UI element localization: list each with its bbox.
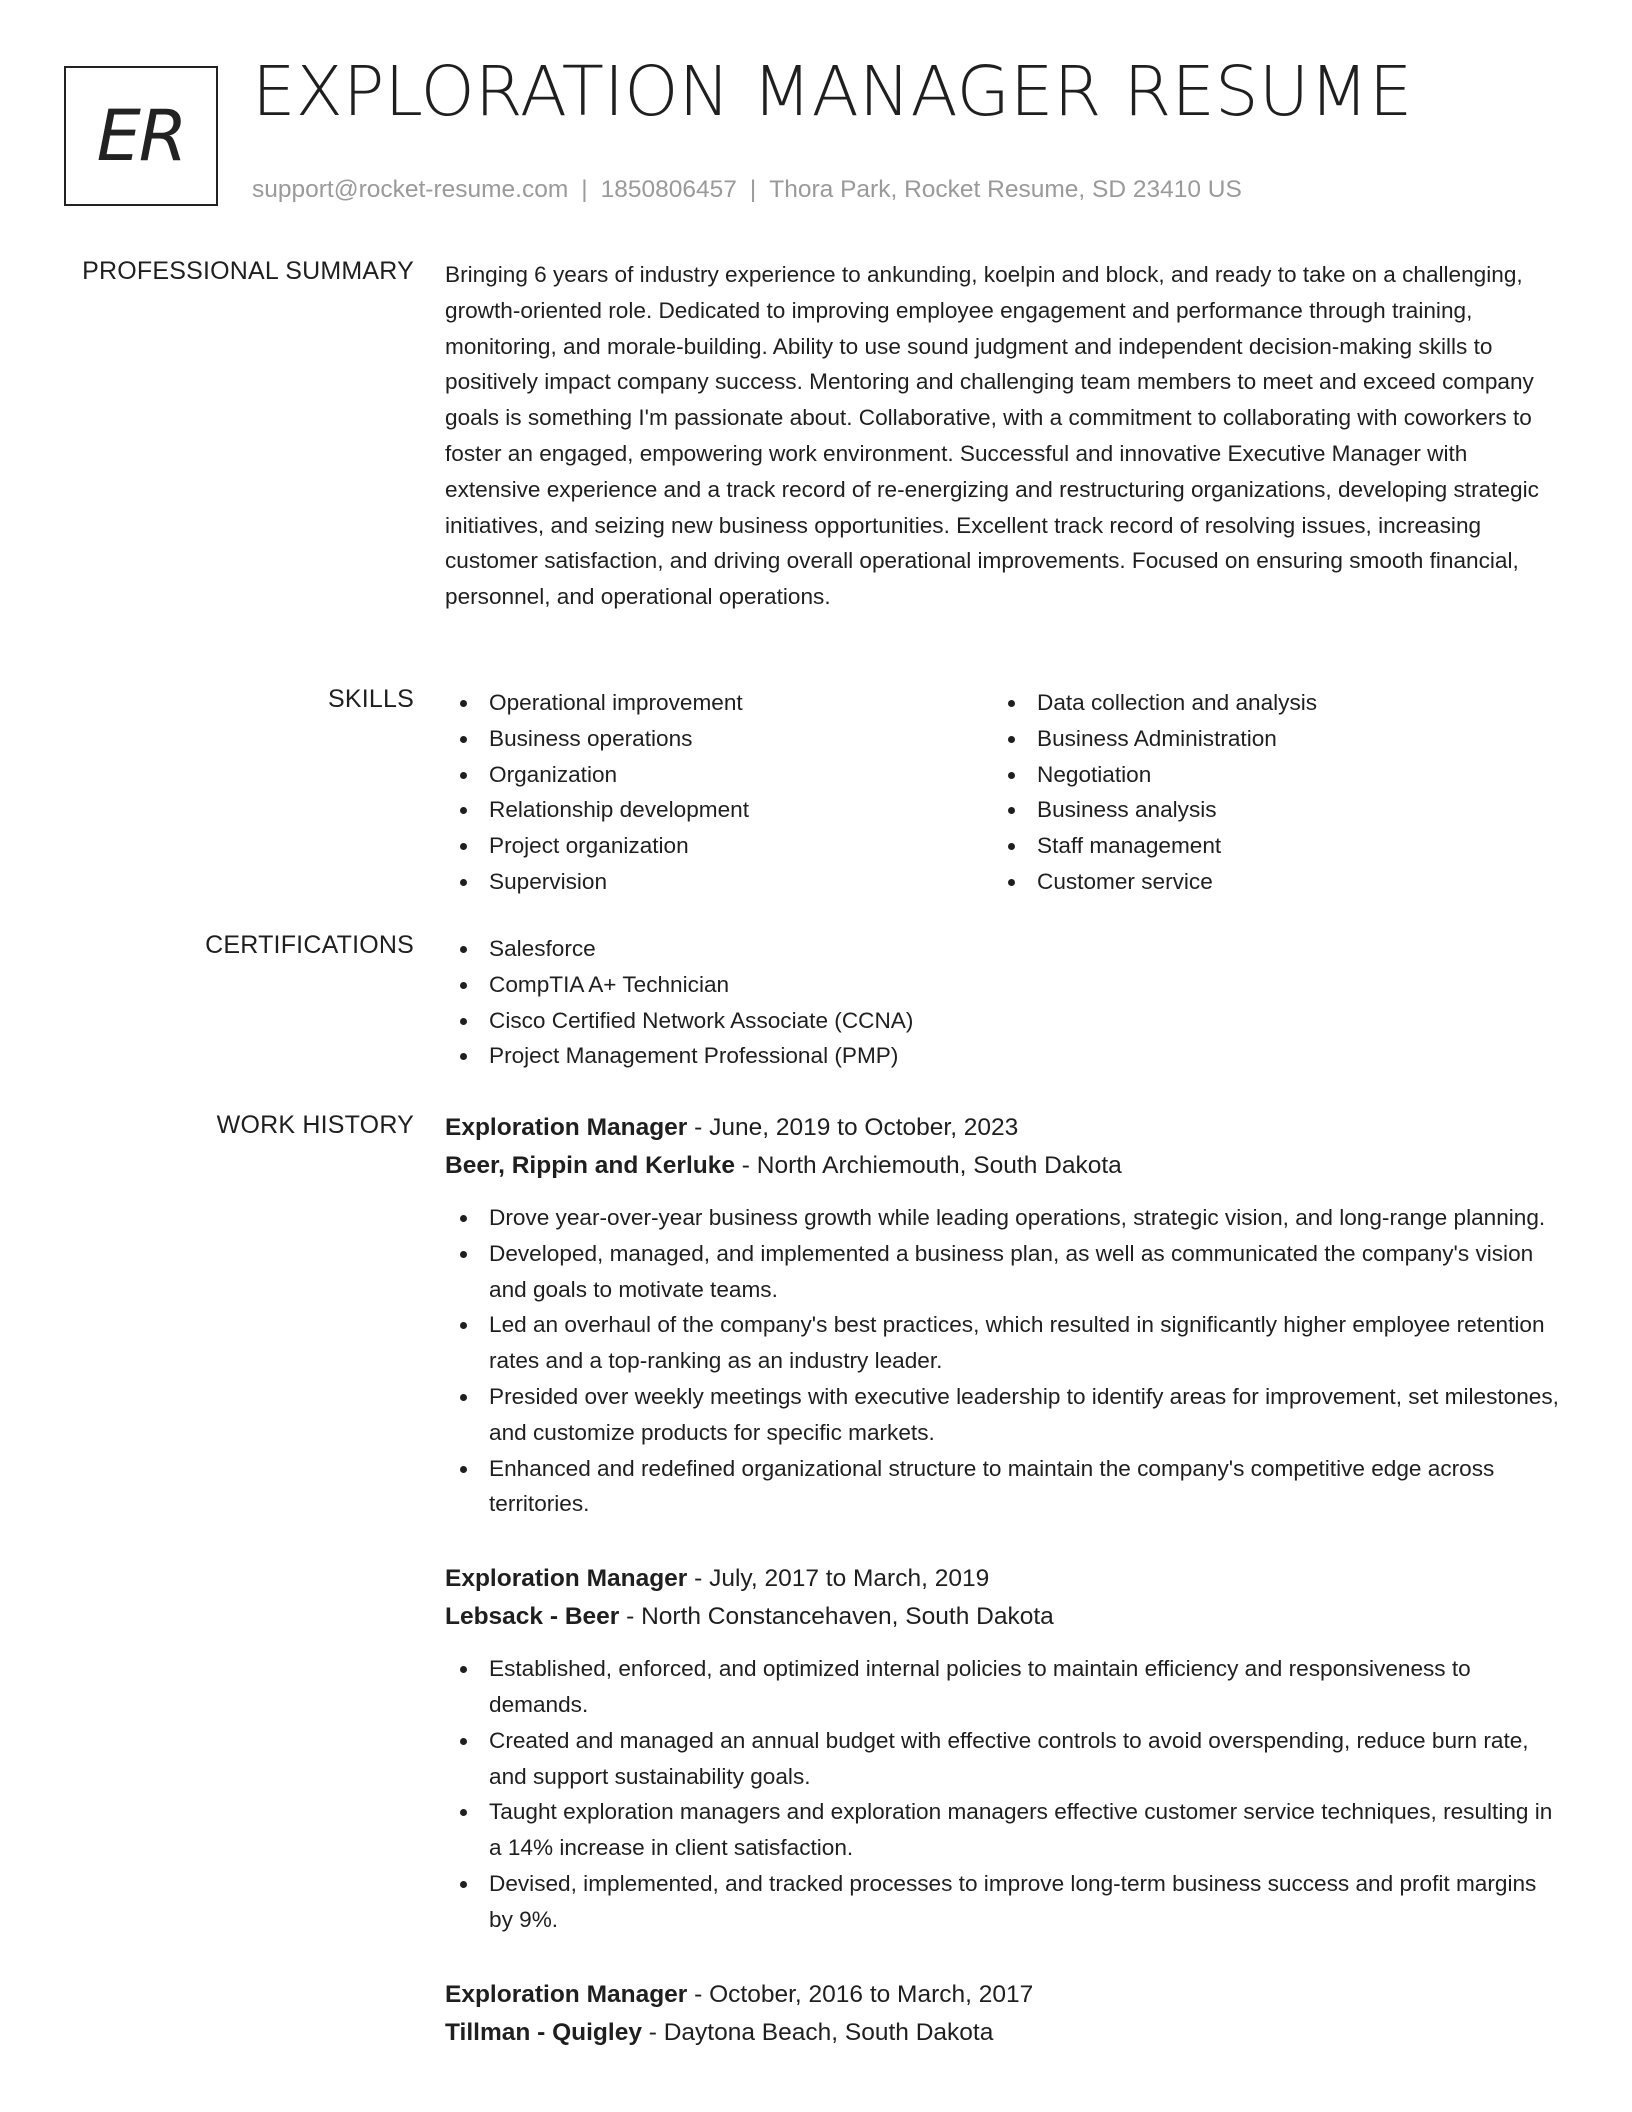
monogram-logo: ER [64, 66, 218, 206]
job-company: Tillman - Quigley [445, 2018, 642, 2046]
skill-item: Relationship development [445, 792, 993, 828]
certification-item: Salesforce [445, 931, 1560, 967]
job-bullet: Developed, managed, and implemented a business plan, as well as communicated the company's vision and goals to motivate teams. [445, 1236, 1560, 1308]
job-bullet: Created and managed an annual budget with effective controls to avoid overspending, reduce burn rate, and support sustainability goals. [445, 1723, 1560, 1795]
job-location: - North Constancehaven, South Dakota [619, 1603, 1054, 1631]
skill-item: Data collection and analysis [993, 685, 1493, 721]
skill-item: Operational improvement [445, 685, 993, 721]
skill-item: Customer service [993, 864, 1493, 900]
job-dates: - June, 2019 to October, 2023 [687, 1114, 1019, 1141]
certification-item: Cisco Certified Network Associate (CCNA) [445, 1003, 1560, 1039]
section-label-summary: PROFESSIONAL SUMMARY [82, 257, 414, 285]
job-title: Exploration Manager [445, 1565, 688, 1593]
job-bullet: Presided over weekly meetings with executive leadership to identify areas for improvement, set milestones, and customize products for specific markets. [445, 1379, 1560, 1451]
job-title-line [445, 1560, 1560, 1598]
job-entry [445, 1109, 1560, 1522]
skills-column-2 [993, 685, 1493, 900]
skill-item: Business operations [445, 721, 993, 757]
job-entry [445, 1976, 1560, 2052]
job-location: - Daytona Beach, South Dakota [641, 2018, 994, 2046]
skill-item: Negotiation [993, 757, 1493, 793]
job-company-line [445, 2014, 1560, 2052]
skills-column-1 [445, 685, 993, 900]
contact-separator: | [749, 176, 757, 203]
job-company: Lebsack - Beer [445, 1603, 620, 1631]
job-bullets [445, 1200, 1560, 1522]
summary-body [445, 257, 1560, 615]
work-history-body [445, 1109, 1560, 2052]
contact-line [252, 176, 1242, 204]
section-label-work-history: WORK HISTORY [216, 1111, 414, 1139]
job-bullet: Enhanced and redefined organizational structure to maintain the company's competitive edge across territories. [445, 1451, 1560, 1523]
job-company: Beer, Rippin and Kerluke [445, 1152, 735, 1179]
job-dates: - July, 2017 to March, 2019 [687, 1565, 990, 1593]
skill-item: Supervision [445, 864, 993, 900]
summary-text: Bringing 6 years of industry experience to ankunding, koelpin and block, and ready to take on a challenging, growth-oriented role. Dedicated to improving employee engagement and performance through training, monitoring, and morale-building. Ability to use sound judgment and independent decision-making skills to positively impact company success. Mentoring and challenging team members to meet and exceed company goals is something I'm passionate about. Collaborative, with a commitment to collaborating with coworkers to foster an engaged, empowering work environment. Successful and innovative Executive Manager with extensive experience and a track record of re-energizing and restructuring organizations, developing strategic initiatives, and seizing new business opportunities. Excellent track record of resolving issues, increasing customer satisfaction, and driving overall operational improvements. Focused on ensuring smooth financial, personnel, and operational operations. [445, 262, 1539, 610]
skill-item: Project organization [445, 828, 993, 864]
contact-separator: | [581, 176, 588, 203]
skill-item: Business analysis [993, 792, 1493, 828]
job-bullet: Drove year-over-year business growth while leading operations, strategic vision, and long-range planning. [445, 1200, 1560, 1236]
section-label-certifications: CERTIFICATIONS [205, 931, 414, 959]
job-dates: - October, 2016 to March, 2017 [687, 1980, 1034, 2008]
certification-item: CompTIA A+ Technician [445, 967, 1560, 1003]
job-bullet: Led an overhaul of the company's best practices, which resulted in significantly higher employee retention rates and a top-ranking as an industry leader. [445, 1307, 1560, 1379]
certifications-body [445, 931, 1560, 1074]
job-title-line [445, 1109, 1560, 1147]
job-entry [445, 1560, 1560, 1937]
job-title-line [445, 1976, 1560, 2014]
section-label-skills: SKILLS [328, 685, 414, 713]
page-title: EXPLORATION MANAGER RESUME [252, 52, 1413, 132]
job-bullet: Established, enforced, and optimized internal policies to maintain efficiency and responsiveness to demands. [445, 1651, 1560, 1723]
skills-list [445, 685, 1560, 900]
job-bullet: Taught exploration managers and exploration managers effective customer service techniques, resulting in a 14% increase in client satisfaction. [445, 1794, 1560, 1866]
job-bullets [445, 1651, 1560, 1937]
job-bullet: Devised, implemented, and tracked processes to improve long-term business success and profit margins by 9%. [445, 1866, 1560, 1938]
skill-item: Organization [445, 757, 993, 793]
skill-item: Business Administration [993, 721, 1493, 757]
skill-item: Staff management [993, 828, 1493, 864]
job-company-line [445, 1598, 1560, 1636]
job-location: - North Archiemouth, South Dakota [735, 1152, 1122, 1179]
job-company-line [445, 1147, 1560, 1185]
contact-email: support@rocket-resume.com [252, 176, 569, 203]
contact-phone: 1850806457 [600, 176, 737, 203]
job-title: Exploration Manager [445, 1980, 688, 2008]
contact-address: Thora Park, Rocket Resume, SD 23410 US [769, 176, 1242, 203]
certifications-list [445, 931, 1560, 1074]
certification-item: Project Management Professional (PMP) [445, 1038, 1560, 1074]
job-title: Exploration Manager [445, 1114, 688, 1141]
